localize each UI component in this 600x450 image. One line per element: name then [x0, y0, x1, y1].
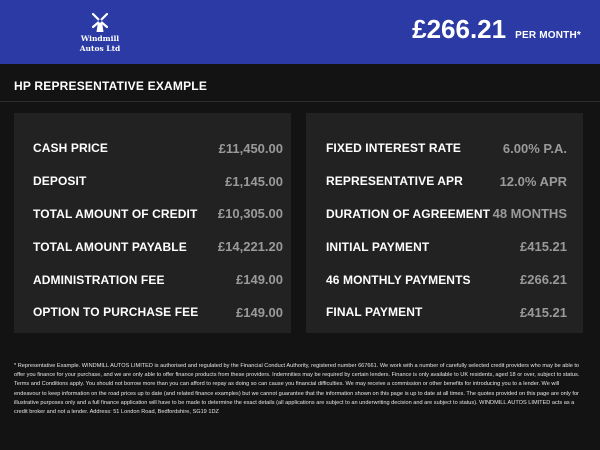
- finance-value: £11,450.00: [218, 140, 283, 156]
- finance-label: REPRESENTATIVE APR: [326, 174, 463, 189]
- finance-label: TOTAL AMOUNT OF CREDIT: [33, 206, 198, 221]
- header-bar: [0, 0, 600, 64]
- finance-label: DURATION OF AGREEMENT: [326, 206, 491, 221]
- finance-value: £1,145.00: [225, 173, 283, 189]
- finance-panel-right: [306, 113, 583, 333]
- finance-value: 12.0% APR: [499, 173, 567, 189]
- finance-label: ADMINISTRATION FEE: [33, 272, 165, 287]
- finance-panel-left: [14, 113, 291, 333]
- finance-label: INITIAL PAYMENT: [326, 239, 430, 254]
- finance-row: [14, 165, 291, 198]
- finance-row: [306, 296, 583, 329]
- finance-label: DEPOSIT: [33, 174, 87, 189]
- finance-row: [14, 230, 291, 263]
- finance-row: [14, 198, 291, 231]
- finance-row: [306, 198, 583, 231]
- finance-label: FINAL PAYMENT: [326, 305, 423, 320]
- finance-value: £14,221.20: [217, 239, 283, 255]
- finance-value: £266.21: [520, 272, 567, 288]
- finance-row: [306, 230, 583, 263]
- logo-name-line1: Windmill: [80, 34, 120, 43]
- finance-label: OPTION TO PURCHASE FEE: [33, 305, 199, 320]
- finance-value: 6.00% P.A.: [502, 140, 567, 156]
- finance-value: £149.00: [236, 304, 283, 320]
- per-month-label: PER MONTH*: [515, 30, 581, 41]
- finance-label: 46 MONTHLY PAYMENTS: [326, 272, 471, 287]
- finance-label: CASH PRICE: [33, 141, 109, 156]
- finance-row: [14, 132, 291, 165]
- section-title: HP REPRESENTATIVE EXAMPLE: [14, 79, 208, 93]
- finance-value: £415.21: [520, 239, 567, 255]
- finance-label: TOTAL AMOUNT PAYABLE: [33, 239, 187, 254]
- monthly-price: £266.21: [412, 14, 507, 44]
- finance-value: 48 MONTHS: [492, 206, 567, 222]
- windmill-icon: [89, 11, 111, 33]
- finance-value: £415.21: [520, 304, 567, 320]
- finance-row: [14, 263, 291, 296]
- monthly-price-block: [412, 14, 581, 45]
- company-logo[interactable]: [76, 11, 124, 53]
- finance-row: [306, 132, 583, 165]
- section-divider: [0, 101, 600, 102]
- finance-value: £10,305.00: [217, 206, 283, 222]
- logo-name-line2: Autos Ltd: [79, 44, 121, 53]
- finance-row: [14, 296, 291, 329]
- finance-row: [306, 165, 583, 198]
- finance-label: FIXED INTEREST RATE: [326, 141, 462, 156]
- finance-disclaimer: * Representative Example. WINDMILL AUTOS LIMITED is authorised and regulated by the Financial Conduct Authority, registered number 667661. We work with a number of carefully selected credit providers who may be able to offer you finance for your purchase, and we are only able to offer finance products from these providers. Indemnities may be required by certain lenders. Finance is only available to UK residents, aged 18 or over, subject to status. Terms and Conditions apply. You should not borrow more than you can afford to repay as doing so can cause you financial difficulties. We may receive a commission or other benefits for introducing you to a lender. We will endeavour to keep information on the road prices up to date (and related finance examples) but we cannot guarantee that the information shown on this page is up to date at all times. The quotes provided on this page are only for illustrative purposes only and a full finance application will have to be made to determine the exact details (all applications are subject to an underwriting decision and are subject to status). WINDMILL AUTOS LIMITED acts as a credit broker and not a lender. Address: 51 London Road, Bedfordshire, SG19 1DZ: [14, 363, 580, 416]
- finance-row: [306, 263, 583, 296]
- finance-value: £149.00: [236, 272, 283, 288]
